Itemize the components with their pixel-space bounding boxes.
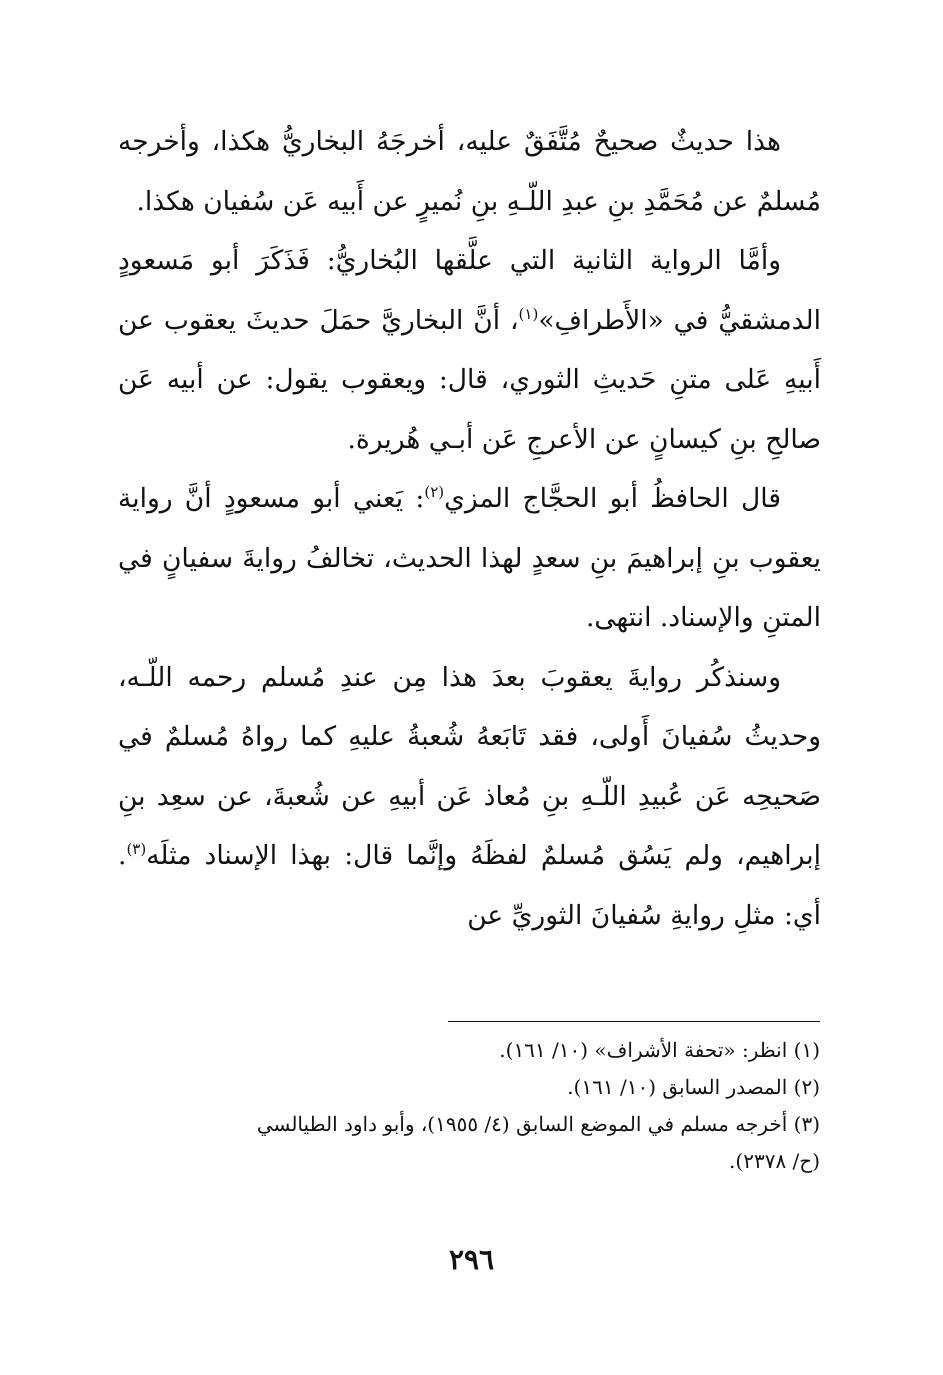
paragraph-2 xyxy=(118,231,821,469)
paragraph-4 xyxy=(118,648,821,946)
paragraph-1 xyxy=(118,112,821,231)
paragraph-1-text: هذا حديثٌ صحيحٌ مُتَّفَقٌ عليه، أخرجَهُ البخاريُّ هكذا، وأخرجه مُسلمٌ عن مُحَمَّدِ بنِ عبدِ اللّـهِ بنِ نُميرٍ عن أَبيه عَن سُفيان هكذا. xyxy=(118,126,821,217)
footnote-ref-2: (٢) xyxy=(424,483,445,502)
footnote-2: (٢) المصدر السابق (١٠/ ١٦١). xyxy=(567,1075,820,1099)
paragraph-4-text-b: . أي: مثلِ روايةِ سُفيانَ الثوريِّ عن xyxy=(118,840,821,931)
footnote-ref-3: (٣) xyxy=(126,840,147,859)
footnote-ref-1: (١) xyxy=(518,304,539,323)
paragraph-2-text-b: ، أنَّ البخاريَّ حمَلَ حديثَ يعقوب عن أَبيهِ عَلى متنِ حَديثِ الثوري، قال: ويعقوب يقول: عن أبيه عَن صالحِ بنِ كيسانٍ عن الأعرجِ عَن أبـي هُريرة. xyxy=(118,304,821,455)
paragraph-3 xyxy=(118,469,821,648)
footnote-1: (١) انظر: «تحفة الأشراف» (١٠/ ١٦١). xyxy=(499,1038,820,1062)
main-text xyxy=(118,112,821,945)
footnote-3-continuation: (ح/ ٢٣٧٨). xyxy=(729,1149,820,1173)
paragraph-4-text-a: وسنذكُر روايةَ يعقوبَ بعدَ هذا مِن عندِ مُسلم رحمه اللّـه، وحديثُ سُفيانَ أَولى، فقد تَابَعهُ شُعبةُ عليهِ كما رواهُ مُسلمٌ في صَحيحِه عَن عُبيدِ اللّـهِ بنِ مُعاذ عَن أبيهِ عن شُعبةَ، عن سعِد بنِ إبراهيم، ولم يَسُق مُسلمٌ لفظَهُ وإنَّما قال: بهذا الإسناد مثلَه xyxy=(118,661,821,871)
paragraph-3-text-b: : يَعني أبو مسعودٍ أنَّ رواية يعقوب بنِ إبراهيمَ بنِ سعدٍ لهذا الحديث، تخالفُ روايةَ سفيانٍ في المتنِ والإسناد. انتهى. xyxy=(118,483,821,633)
footnotes xyxy=(118,1032,820,1180)
page-number: ٢٩٦ xyxy=(448,1243,495,1276)
footnote-separator xyxy=(448,1021,820,1022)
paragraph-3-text-a: قال الحافظُ أبو الحجَّاج المزي xyxy=(444,483,781,514)
footnote-3: (٣) أخرجه مسلم في الموضع السابق (٤/ ١٩٥٥)، وأبو داود الطيالسي xyxy=(256,1112,820,1136)
paragraph-2-text-a: وأمَّا الرواية الثانية التي علَّقها البُخاريُّ: فَذَكَرَ أبو مَسعودٍ الدمشقيُّ في «الأَطرافِ» xyxy=(118,245,821,336)
